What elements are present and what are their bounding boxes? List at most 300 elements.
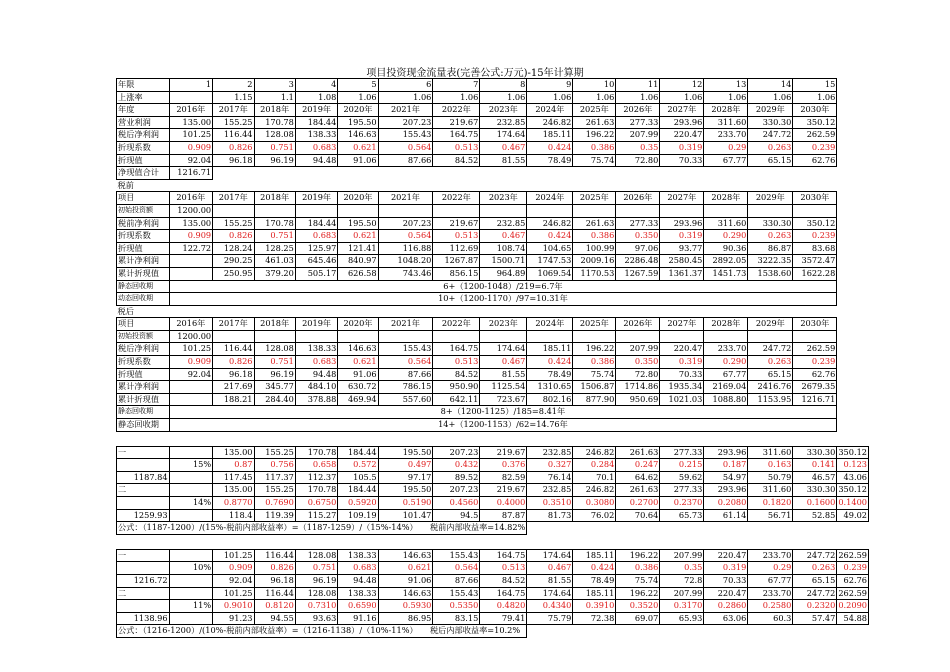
year-header: 2021年 <box>378 318 433 331</box>
table-cell: 964.89 <box>480 267 527 280</box>
table-cell <box>704 330 748 343</box>
table-cell: 645.46 <box>295 255 337 268</box>
payback-row <box>117 419 869 432</box>
table-cell: 75.79 <box>527 612 573 625</box>
payback-row <box>117 406 869 419</box>
table-cell: 174.64 <box>480 343 527 356</box>
table-cell: 83.15 <box>433 612 480 625</box>
table-cell: 94.5 <box>433 509 480 522</box>
table-cell: 116.44 <box>213 343 254 356</box>
table-cell: 184.44 <box>295 116 337 129</box>
table-cell: 0.756 <box>254 459 295 472</box>
discount-rate: 15% <box>169 459 213 472</box>
table-cell: 246.82 <box>573 484 616 497</box>
spacer <box>117 534 837 542</box>
table-cell: 723.67 <box>480 393 527 406</box>
table-cell: 78.49 <box>527 368 573 381</box>
table-cell: 743.46 <box>378 267 433 280</box>
growth-row <box>117 91 869 104</box>
table-cell <box>378 204 433 217</box>
year-header: 2019年 <box>295 192 337 205</box>
page-title: 项目投资现金流量表(完善公式:万元)-15年计算期 <box>366 68 584 79</box>
year-header: 2020年 <box>338 318 378 331</box>
table-cell: 0.386 <box>573 141 616 154</box>
row-label: 折现系数 <box>117 356 170 369</box>
table-cell: 62.76 <box>793 154 837 167</box>
table-cell: 207.99 <box>616 129 660 142</box>
table-cell <box>213 204 254 217</box>
table-cell: 0.263 <box>748 141 793 154</box>
table-cell: 72.8 <box>660 574 704 587</box>
table-cell: 65.73 <box>660 509 704 522</box>
table-cell: 155.43 <box>378 129 433 142</box>
table-cell: 1714.86 <box>616 381 660 394</box>
table-cell: 232.85 <box>480 116 527 129</box>
static-payback: 14+（1200-1153）/62=14.76年 <box>169 419 837 432</box>
year-header: 2030年 <box>793 192 837 205</box>
table-cell: 293.96 <box>660 217 704 230</box>
year-header: 2028年 <box>704 192 748 205</box>
table-cell: 116.44 <box>254 549 295 562</box>
table-cell: 128.08 <box>254 129 295 142</box>
table-cell: 246.82 <box>573 446 616 459</box>
table-cell: 184.44 <box>338 484 378 497</box>
table-cell <box>527 625 837 638</box>
year-header: 2018年 <box>254 192 295 205</box>
table-cell: 505.17 <box>295 267 337 280</box>
table-cell: 81.55 <box>480 154 527 167</box>
table-cell: 0.564 <box>433 562 480 575</box>
table-cell: 0.386 <box>616 562 660 575</box>
table-cell: 72.80 <box>616 368 660 381</box>
row-label: 营业利润 <box>117 116 170 129</box>
table-cell: 196.22 <box>616 587 660 600</box>
table-cell: 0.2090 <box>837 600 869 613</box>
table-cell <box>527 330 573 343</box>
table-cell <box>480 204 527 217</box>
row-label: 税后净利润 <box>117 129 170 142</box>
year-index: 15 <box>793 79 837 92</box>
table-cell: 0.909 <box>169 141 213 154</box>
table-cell <box>660 330 704 343</box>
growth-rate: 1.1 <box>254 91 295 104</box>
table-cell: 0.87 <box>213 459 254 472</box>
table-cell: 56.71 <box>748 509 793 522</box>
table-cell: 87.66 <box>378 368 433 381</box>
table-cell <box>338 330 378 343</box>
table-cell: 0.751 <box>254 356 295 369</box>
table-cell: 0.215 <box>660 459 704 472</box>
table-row <box>117 141 869 154</box>
section-title: 税后 <box>117 305 134 316</box>
table-cell: 0.513 <box>480 562 527 575</box>
table-cell: 0.467 <box>527 562 573 575</box>
table-cell: 117.45 <box>213 471 254 484</box>
table-cell: 52.85 <box>793 509 837 522</box>
table-cell: 0.9010 <box>213 600 254 613</box>
table-cell: 67.77 <box>748 574 793 587</box>
npv-row <box>117 167 869 180</box>
row-label: 折现值 <box>117 154 170 167</box>
table-cell: 0.826 <box>213 230 254 243</box>
table-cell: 0.327 <box>527 459 573 472</box>
irr-row <box>117 587 869 600</box>
table-cell: 146.63 <box>378 549 433 562</box>
table-cell: 62.76 <box>837 574 869 587</box>
table-cell: 0.2700 <box>616 497 660 510</box>
table-cell: 155.25 <box>213 217 254 230</box>
table-row <box>117 154 869 167</box>
table-cell: 220.47 <box>704 549 748 562</box>
table-cell: 84.52 <box>433 154 480 167</box>
table-cell: 78.49 <box>573 574 616 587</box>
table-cell: 174.64 <box>527 587 573 600</box>
year-header: 2018年 <box>254 318 295 331</box>
table-cell: 164.75 <box>480 549 527 562</box>
table-cell: 247.72 <box>748 129 793 142</box>
year-header: 2019年 <box>295 318 337 331</box>
table-cell: 146.63 <box>338 129 378 142</box>
table-cell: 92.04 <box>169 154 213 167</box>
discount-rate: 11% <box>169 600 213 613</box>
year-index: 10 <box>573 79 616 92</box>
table-cell: 330.30 <box>793 484 837 497</box>
table-cell: 261.63 <box>573 217 616 230</box>
year-header: 2027年 <box>660 318 704 331</box>
table-cell: 96.19 <box>295 574 337 587</box>
table-cell: 164.75 <box>433 129 480 142</box>
irr-row <box>117 600 869 613</box>
table-cell <box>213 330 254 343</box>
table-cell: 108.74 <box>480 242 527 255</box>
irr-label <box>117 600 170 613</box>
table-cell: 96.18 <box>213 368 254 381</box>
table-cell: 0.290 <box>704 230 748 243</box>
table-cell: 1506.87 <box>573 381 616 394</box>
table-cell: 112.37 <box>295 471 337 484</box>
irr-label <box>117 459 170 472</box>
table-cell <box>573 204 616 217</box>
irr-label: 二 <box>117 587 170 600</box>
table-cell: 330.30 <box>748 116 793 129</box>
table-row <box>117 381 869 394</box>
year-header: 2025年 <box>573 104 616 117</box>
table-cell: 155.43 <box>378 343 433 356</box>
discount-rate <box>169 509 213 522</box>
year-header: 2025年 <box>573 318 616 331</box>
discount-rate <box>169 574 213 587</box>
table-cell: 184.44 <box>338 446 378 459</box>
table-cell: 96.19 <box>254 368 295 381</box>
table-cell: 115.27 <box>295 509 337 522</box>
table-cell: 0.29 <box>704 141 748 154</box>
table-cell: 64.62 <box>616 471 660 484</box>
irr-label: 1138.96 <box>117 612 170 625</box>
table-cell: 293.96 <box>704 484 748 497</box>
table-cell: 0.4820 <box>480 600 527 613</box>
table-cell: 135.00 <box>169 217 213 230</box>
table-row <box>117 393 869 406</box>
table-row <box>117 343 869 356</box>
table-cell: 101.25 <box>213 549 254 562</box>
table-cell: 146.63 <box>378 587 433 600</box>
table-cell: 2286.48 <box>616 255 660 268</box>
row-label: 累计净利润 <box>117 381 170 394</box>
table-cell: 185.11 <box>573 549 616 562</box>
year-header: 2021年 <box>378 104 433 117</box>
table-cell: 1069.54 <box>527 267 573 280</box>
year-header: 2019年 <box>295 104 337 117</box>
table-cell: 0.376 <box>480 459 527 472</box>
table-cell: 83.68 <box>793 242 837 255</box>
table-cell: 116.44 <box>254 587 295 600</box>
table-cell: 101.25 <box>169 129 213 142</box>
table-cell: 0.29 <box>748 562 793 575</box>
table-cell: 91.06 <box>378 574 433 587</box>
table-cell: 233.70 <box>704 129 748 142</box>
section-head <box>117 179 869 192</box>
table-cell: 1048.20 <box>378 255 433 268</box>
table-cell: 0.564 <box>378 141 433 154</box>
table-cell <box>480 330 527 343</box>
table-cell: 128.08 <box>254 343 295 356</box>
row-label: 累计折现值 <box>117 393 170 406</box>
table-cell: 1125.54 <box>480 381 527 394</box>
table-cell: 0.3520 <box>616 600 660 613</box>
table-cell <box>527 204 573 217</box>
table-cell: 2416.76 <box>748 381 793 394</box>
year-header-row <box>117 192 869 205</box>
table-cell: 219.67 <box>433 116 480 129</box>
table-cell: 0.5190 <box>378 497 433 510</box>
table-cell: 78.49 <box>527 154 573 167</box>
table-cell: 2169.04 <box>704 381 748 394</box>
table-cell: 207.99 <box>616 343 660 356</box>
table-cell <box>616 204 660 217</box>
table-row <box>117 217 869 230</box>
table-cell: 0.513 <box>433 141 480 154</box>
irr-formula: 公式：（1216-1200）/(10%-税前内部收益率）=（1216-1138）/（10%-11%） 税后内部收益率=10.2% <box>117 625 527 638</box>
static-payback: 6+（1200-1048）/219=6.7年 <box>169 280 837 293</box>
row-label: 年限 <box>117 79 170 92</box>
table-cell: 0.432 <box>433 459 480 472</box>
spacer <box>117 542 837 550</box>
table-cell: 155.25 <box>254 484 295 497</box>
table-cell: 94.48 <box>295 368 337 381</box>
table-cell: 86.95 <box>378 612 433 625</box>
table-cell <box>169 393 213 406</box>
table-cell: 802.16 <box>527 393 573 406</box>
row-label: 净现值合计 <box>117 167 170 180</box>
table-cell: 0.187 <box>704 459 748 472</box>
table-cell: 1170.53 <box>573 267 616 280</box>
table-cell: 0.513 <box>433 356 480 369</box>
table-cell: 195.50 <box>338 217 378 230</box>
table-cell: 96.18 <box>213 154 254 167</box>
discount-rate <box>169 484 213 497</box>
table-cell: 0.497 <box>378 459 433 472</box>
table-cell: 277.33 <box>660 484 704 497</box>
table-cell: 311.60 <box>704 217 748 230</box>
spacer-row <box>117 534 869 542</box>
table-cell: 233.70 <box>748 587 793 600</box>
table-cell: 128.08 <box>295 587 337 600</box>
discount-rate <box>169 612 213 625</box>
table-cell: 0.3080 <box>573 497 616 510</box>
table-cell: 0.1820 <box>748 497 793 510</box>
table-cell: 0.290 <box>704 356 748 369</box>
table-cell: 484.10 <box>295 381 337 394</box>
table-cell: 0.909 <box>213 562 254 575</box>
table-cell <box>254 330 295 343</box>
table-cell: 0.3910 <box>573 600 616 613</box>
table-cell <box>295 204 337 217</box>
year-header: 2029年 <box>748 104 793 117</box>
growth-rate: 1.06 <box>793 91 837 104</box>
table-cell: 84.52 <box>480 574 527 587</box>
table-cell: 0.826 <box>254 562 295 575</box>
row-label: 年度 <box>117 104 170 117</box>
table-cell: 170.78 <box>295 446 337 459</box>
table-cell: 0.263 <box>793 562 837 575</box>
initial-investment: 1200.00 <box>169 330 213 343</box>
table-cell: 119.39 <box>254 509 295 522</box>
table-cell: 0.572 <box>338 459 378 472</box>
table-cell: 91.06 <box>338 154 378 167</box>
year-header: 2023年 <box>480 104 527 117</box>
table-cell: 207.23 <box>433 446 480 459</box>
static-payback: 8+（1200-1125）/185=8.41年 <box>169 406 837 419</box>
table-cell: 311.60 <box>704 116 748 129</box>
table-cell: 105.5 <box>338 471 378 484</box>
irr-row <box>117 446 869 459</box>
year-header: 2024年 <box>527 192 573 205</box>
table-cell: 233.70 <box>748 549 793 562</box>
table-cell: 0.1400 <box>837 497 869 510</box>
irr-label <box>117 562 170 575</box>
table-cell: 62.76 <box>793 368 837 381</box>
irr-label: 1259.93 <box>117 509 170 522</box>
year-header-row <box>117 104 869 117</box>
table-cell: 247.72 <box>748 343 793 356</box>
table-cell: 0.513 <box>433 230 480 243</box>
table-cell: 350.12 <box>793 217 837 230</box>
table-cell: 261.63 <box>616 484 660 497</box>
table-cell: 0.319 <box>704 562 748 575</box>
year-header: 2016年 <box>169 318 213 331</box>
year-index: 4 <box>295 79 337 92</box>
growth-rate: 1.15 <box>213 91 254 104</box>
table-cell: 232.85 <box>527 446 573 459</box>
table-cell: 155.25 <box>254 446 295 459</box>
year-header: 2017年 <box>213 192 254 205</box>
table-cell: 81.55 <box>527 574 573 587</box>
table-cell: 93.77 <box>660 242 704 255</box>
table-row <box>117 116 869 129</box>
table-cell: 122.72 <box>169 242 213 255</box>
table-cell: 277.33 <box>616 217 660 230</box>
table-cell: 54.97 <box>704 471 748 484</box>
table-cell: 76.02 <box>573 509 616 522</box>
table-cell: 207.23 <box>433 484 480 497</box>
table-cell: 70.64 <box>616 509 660 522</box>
table-cell: 138.33 <box>295 343 337 356</box>
table-cell: 0.751 <box>254 141 295 154</box>
table-cell: 0.564 <box>378 230 433 243</box>
table-cell: 138.33 <box>295 129 337 142</box>
table-cell: 0.909 <box>169 230 213 243</box>
year-header: 2022年 <box>433 192 480 205</box>
table-cell: 0.683 <box>295 230 337 243</box>
table-cell: 0.386 <box>573 230 616 243</box>
irr-label: 1216.72 <box>117 574 170 587</box>
table-cell: 0.5930 <box>378 600 433 613</box>
growth-rate: 1.06 <box>433 91 480 104</box>
year-header: 2021年 <box>378 192 433 205</box>
year-index: 13 <box>704 79 748 92</box>
table-cell: 207.99 <box>660 587 704 600</box>
irr-row <box>117 497 869 510</box>
table-cell <box>254 204 295 217</box>
row-label: 上涨率 <box>117 91 170 104</box>
growth-rate: 1.08 <box>295 91 337 104</box>
table-cell: 0.319 <box>660 141 704 154</box>
table-cell: 92.04 <box>213 574 254 587</box>
year-header: 2027年 <box>660 192 704 205</box>
table-cell: 0.4000 <box>480 497 527 510</box>
table-cell: 786.15 <box>378 381 433 394</box>
table-cell: 630.72 <box>338 381 378 394</box>
table-cell: 277.33 <box>660 446 704 459</box>
table-cell: 70.1 <box>573 471 616 484</box>
table-cell: 87.66 <box>378 154 433 167</box>
table-cell: 0.5350 <box>433 600 480 613</box>
year-index: 11 <box>616 79 660 92</box>
growth-rate: 1.06 <box>704 91 748 104</box>
table-cell: 184.44 <box>295 217 337 230</box>
growth-rate: 1.06 <box>748 91 793 104</box>
table-cell: 89.52 <box>433 471 480 484</box>
year-header: 2024年 <box>527 318 573 331</box>
table-cell: 69.07 <box>616 612 660 625</box>
irr-label: 一 <box>117 446 170 459</box>
table-cell: 57.47 <box>793 612 837 625</box>
table-cell: 293.96 <box>704 446 748 459</box>
table-cell <box>433 330 480 343</box>
table-cell: 84.52 <box>433 368 480 381</box>
table-cell: 220.47 <box>660 129 704 142</box>
table-cell: 170.78 <box>295 484 337 497</box>
table-cell: 0.2860 <box>704 600 748 613</box>
table-cell: 90.36 <box>704 242 748 255</box>
table-cell: 125.97 <box>295 242 337 255</box>
year-header: 2016年 <box>169 104 213 117</box>
table-cell <box>748 204 793 217</box>
row-label: 初始投资额 <box>117 330 170 343</box>
table-cell: 277.33 <box>616 116 660 129</box>
year-index: 3 <box>254 79 295 92</box>
table-cell: 0.4560 <box>433 497 480 510</box>
table-cell: 232.85 <box>527 484 573 497</box>
formula-row <box>117 522 869 535</box>
table-cell: 207.23 <box>378 217 433 230</box>
table-cell <box>169 381 213 394</box>
table-cell: 128.08 <box>295 549 337 562</box>
table-cell: 0.35 <box>616 141 660 154</box>
table-cell <box>704 204 748 217</box>
table-cell: 109.19 <box>338 509 378 522</box>
table-cell: 0.2370 <box>660 497 704 510</box>
